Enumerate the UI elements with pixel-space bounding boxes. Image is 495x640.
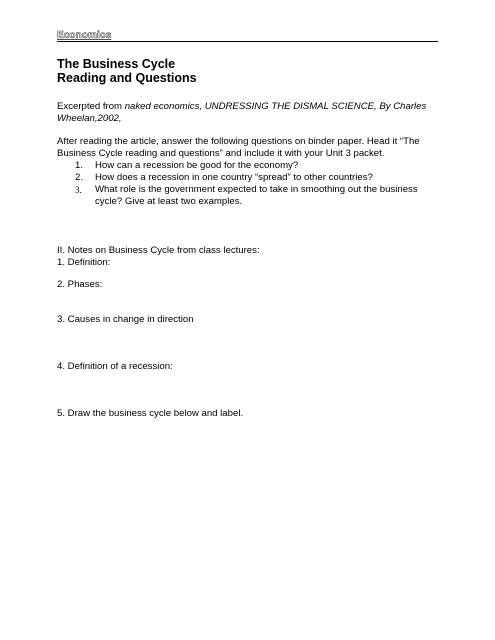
page-title [57, 57, 197, 85]
notes-item-definition: 1. Definition: [57, 257, 111, 268]
question-item [57, 184, 442, 208]
notes-heading: II. Notes on Business Cycle from class lectures: [57, 245, 260, 256]
excerpt-citation [57, 101, 442, 125]
header-rule [57, 41, 438, 42]
subject-header: Economics [57, 30, 112, 41]
question-text: What role is the government expected to take in smoothing out the business cycle? Give at least two examples. [95, 184, 418, 207]
title-line-1: The Business Cycle [57, 57, 176, 71]
excerpt-source: naked economics, UNDRESSING THE DISMAL SCIENCE, By Charles Wheelan,2002, [57, 101, 427, 124]
question-number: 2. [75, 172, 84, 183]
question-text: How can a recession be good for the economy? [95, 160, 299, 171]
question-text: How does a recession in one country “spread” to other countries? [95, 172, 373, 183]
notes-item-phases: 2. Phases: [57, 279, 103, 290]
question-list [57, 160, 442, 208]
excerpt-prefix: Excerpted from [57, 101, 125, 112]
notes-item-recession: 4. Definition of a recession: [57, 361, 173, 372]
instructions-paragraph: After reading the article, answer the following questions on binder paper. Head it “The Business Cycle reading and questions” and include it with your Unit 3 packet. [57, 136, 420, 159]
question-number: 3. [75, 185, 82, 195]
question-item [57, 160, 442, 172]
title-line-2: Reading and Questions [57, 71, 197, 85]
question-item [57, 172, 442, 184]
notes-item-causes: 3. Causes in change in direction [57, 314, 194, 325]
question-number: 1. [75, 160, 84, 171]
notes-item-draw: 5. Draw the business cycle below and label. [57, 408, 244, 419]
